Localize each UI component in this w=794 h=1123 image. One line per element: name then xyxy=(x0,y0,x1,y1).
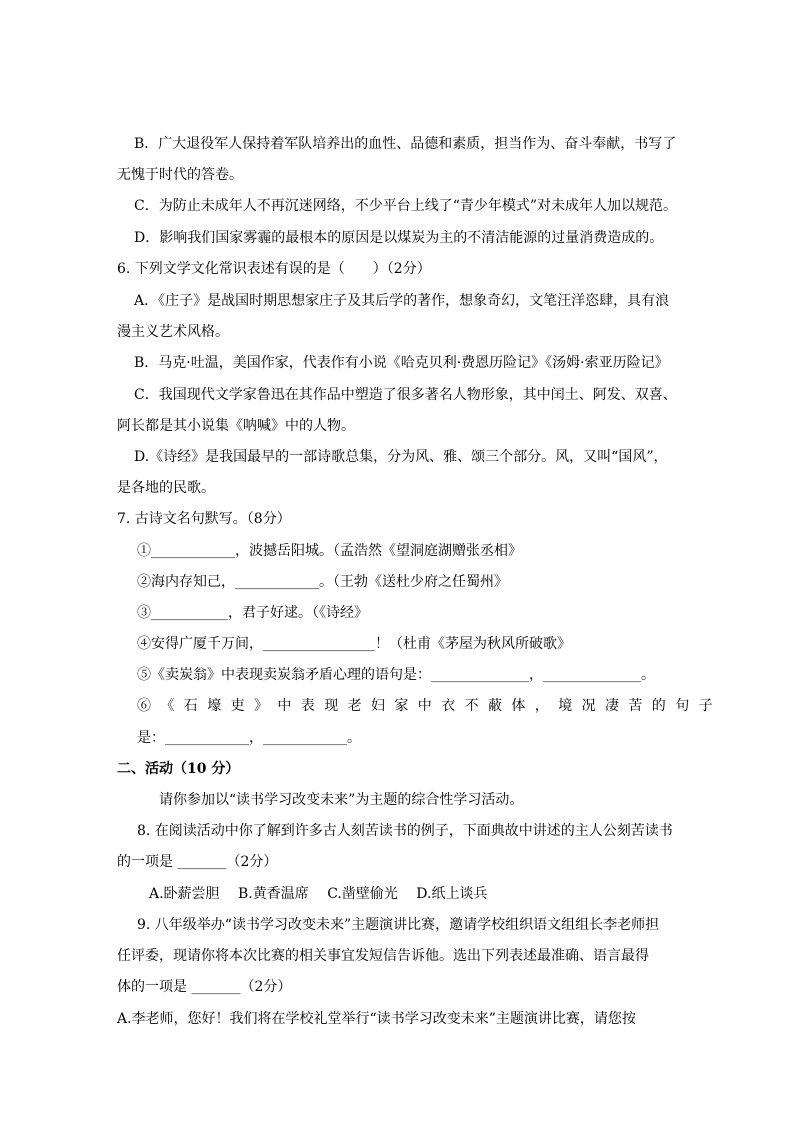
q6-option-d-line1: D.《诗经》是我国最早的一部诗歌总集，分为风、雅、颂三个部分。风，又叫“国风”， xyxy=(134,449,668,465)
q7-item-6-line1: ⑥《石壕吏》中表现老妇家中衣不蔽体，境况凄苦的句子 xyxy=(137,698,722,714)
section-2-intro: 请你参加以“读书学习改变未来”为主题的综合性学习活动。 xyxy=(159,792,524,808)
q8-stem-line2: 的一项是 _______（2分） xyxy=(117,854,278,870)
q7-item-6-line2: 是：____________，____________。 xyxy=(137,730,361,746)
q6-stem: 6. 下列文学文化常识表述有误的是（ ）（2分） xyxy=(117,261,431,277)
q8-stem-line1: 8. 在阅读活动中你了解到许多古人刻苦读书的例子，下面典故中讲述的主人公刻苦读书 xyxy=(137,823,673,839)
q5-option-d: D．影响我们国家雾霾的最根本的原因是以煤炭为主的不清洁能源的过量消费造成的。 xyxy=(134,230,664,246)
q9-option-a: A.李老师，您好！我们将在学校礼堂举行“读书学习改变未来”主题演讲比赛，请您按 xyxy=(117,1011,636,1027)
q6-option-a-line2: 漫主义艺术风格。 xyxy=(117,324,229,340)
q7-item-1: ①____________，波撼岳阳城。（孟浩然《望洞庭湖赠张丞相》 xyxy=(137,543,522,559)
q5-option-c: C．为防止未成年人不再沉迷网络，不少平台上线了“青少年模式”对未成年人加以规范。 xyxy=(134,198,678,214)
q7-item-5: ⑤《卖炭翁》中表现卖炭翁矛盾心理的语句是：______________，______________。 xyxy=(137,667,655,683)
q6-option-d-line2: 是各地的民歌。 xyxy=(117,480,215,496)
q9-stem-line2: 任评委，现请你将本次比赛的相关事宜发短信告诉他。选出下列表述最准确、语言最得 xyxy=(117,948,649,964)
q7-item-3: ③___________，君子好逑。（《诗经》 xyxy=(137,605,368,621)
section-2-title: 二、活动（10 分） xyxy=(117,761,240,777)
q7-item-4: ④安得广厦千万间，________________！（杜甫《茅屋为秋风所破歌》 xyxy=(137,636,571,652)
q9-stem-line1: 9. 八年级举办“读书学习改变未来”主题演讲比赛，邀请学校组织语文组组长李老师担 xyxy=(137,917,660,933)
q8-options: A.卧薪尝胆 B.黄香温席 C.凿壁偷光 D.纸上谈兵 xyxy=(149,886,488,902)
q5-option-b-line2: 无愧于时代的答卷。 xyxy=(117,167,243,183)
q6-option-b: B．马克·吐温，美国作家，代表作有小说《哈克贝利·费恩历险记》《汤姆·索亚历险记》 xyxy=(134,355,669,371)
q6-option-a-line1: A．《庄子》是战国时期思想家庄子及其后学的著作，想象奇幻，文笔汪洋恣肆，具有浪 xyxy=(134,293,670,309)
q5-option-b-line1: B．广大退役军人保持着军队培养出的血性、品德和素质，担当作为、奋斗奉献，书写了 xyxy=(134,136,677,152)
q7-item-2: ②海内存知己，____________。（王勃《送杜少府之任蜀州》 xyxy=(137,574,508,590)
q6-option-c-line1: C．我国现代文学家鲁迅在其作品中塑造了很多著名人物形象，其中闰土、阿发、双喜、 xyxy=(134,387,677,403)
q7-stem: 7. 古诗文名句默写。（8分） xyxy=(117,511,291,527)
q9-stem-line3: 体的一项是 _______（2分） xyxy=(117,979,292,995)
q6-option-c-line2: 阿长都是其小说集《呐喊》中的人物。 xyxy=(117,418,355,434)
